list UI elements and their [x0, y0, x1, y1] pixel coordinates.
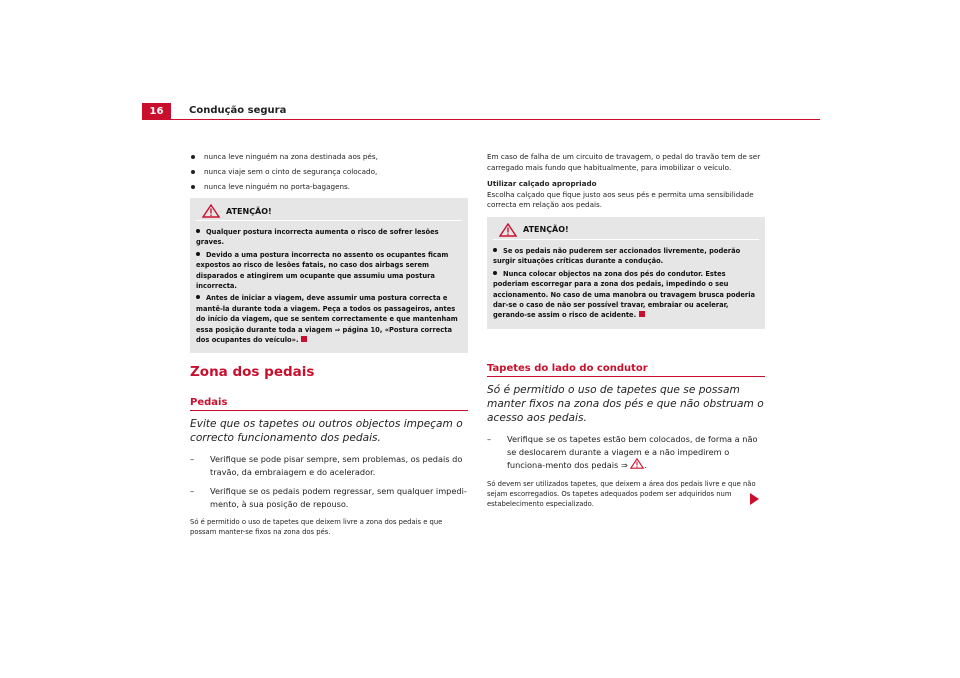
warning-item [196, 227, 462, 248]
end-marker-icon [301, 336, 307, 342]
warning-item [196, 250, 462, 292]
section-title: Zona dos pedais [190, 364, 315, 380]
bullet-item: nunca leve ninguém na zona destinada aos pés, [190, 152, 468, 162]
step-item [487, 433, 765, 472]
intro-text: Evite que os tapetes ou outros objectos impeçam o correcto funcionamento dos pedais. [190, 418, 463, 444]
warning-title: ATENÇÃO! [226, 206, 272, 216]
bullet-item: nunca viaje sem o cinto de segurança colocado, [190, 167, 468, 177]
warning-item-text: Se os pedais não puderem ser accionados livremente, poderão surgir situações críticas durante a condução. [493, 246, 741, 266]
warning-list [493, 246, 759, 321]
pedals-section [190, 397, 468, 537]
page-header [142, 103, 820, 120]
warning-triangle-icon [202, 204, 220, 218]
subsection-title: Tapetes do lado do condutor [487, 363, 765, 377]
warning-header [493, 223, 759, 240]
warning-item-text: Antes de iniciar a viagem, deve assumir uma postura correcta e mantê-la durante toda a viagem. Peça a todos os passageiros, antes do início da viagem, que se sentem correctamente e que mantenham essa posição durante toda a viagem ⇒ página 10, «Postura correcta dos ocupantes do veículo». [196, 294, 458, 345]
warning-box [190, 198, 468, 353]
warning-title: ATENÇÃO! [523, 225, 569, 235]
bullet-list [190, 152, 468, 192]
warning-triangle-icon [499, 223, 517, 237]
warning-item-text: Qualquer postura incorrecta aumenta o risco de sofrer lesões graves. [196, 228, 439, 247]
warning-item [493, 246, 759, 267]
paragraph: Em caso de falha de um circuito de travagem, o pedal do travão tem de ser carregado mais fundo que habitualmente, para imobilizar o veículo. [487, 152, 761, 172]
step-item: – Verifique se pode pisar sempre, sem problemas, os pedais do travão, da embraiagem e do acelerador. [190, 453, 468, 478]
paragraph: Escolha calçado que fique justo aos seus pés e permita uma sensibilidade correcta em relação aos pedais. [487, 189, 754, 210]
step-end: . [644, 460, 647, 470]
bullet-item: nunca leve ninguém no porta-bagagens. [190, 182, 468, 192]
step-list [190, 453, 468, 510]
mats-section [487, 363, 765, 509]
next-page-arrow-icon [750, 493, 759, 505]
warning-item [196, 293, 462, 345]
step-item: – Verifique se os pedais podem regressar, sem qualquer impedi-mento, à sua posição de repouso. [190, 485, 468, 510]
paragraph-heading: Utilizar calçado apropriado [487, 179, 597, 189]
warning-header [196, 204, 462, 221]
warning-item [493, 269, 759, 321]
warning-list [196, 227, 462, 345]
warning-triangle-icon [630, 458, 644, 469]
warning-item-text: Devido a uma postura incorrecta no assento os ocupantes ficam expostos ao risco de lesões fatais, no caso dos airbags serem disparados e atingirem um ocupante que assumiu uma postura incorrecta. [196, 250, 449, 291]
note-text: Só devem ser utilizados tapetes, que deixem a área dos pedais livre e que não sejam escorregadios. Os tapetes adequados podem ser adquiridos num estabelecimento especializado. [487, 479, 756, 508]
warning-item-text: Nunca colocar objectos na zona dos pés do condutor. Estes poderiam escorregar para a zona dos pedais, impedindo o seu accionamento. No caso de uma manobra ou travagem brusca poderia dar-se o caso de não ser possível travar, embraiar ou acelerar, gerando-se assim o risco de acidente. [493, 269, 756, 320]
subsection-title: Pedais [190, 397, 468, 411]
end-marker-icon [639, 311, 645, 317]
page-number: 16 [142, 103, 171, 120]
chapter-title: Condução segura [189, 105, 287, 116]
step-list [487, 433, 765, 472]
left-column [190, 152, 468, 353]
warning-box [487, 217, 765, 329]
right-column [487, 152, 765, 329]
intro-text: Só é permitido o uso de tapetes que se possam manter fixos na zona dos pés e que não obstruam o acesso aos pedais. [487, 384, 764, 424]
step-text: Verifique se os tapetes estão bem colocados, de forma a não se deslocarem durante a viagem e a não impedirem o funciona-mento dos pedais ⇒ [507, 434, 758, 470]
note-text: Só é permitido o uso de tapetes que deixem livre a zona dos pedais e que possam manter-se fixos na zona dos pés. [190, 518, 443, 536]
